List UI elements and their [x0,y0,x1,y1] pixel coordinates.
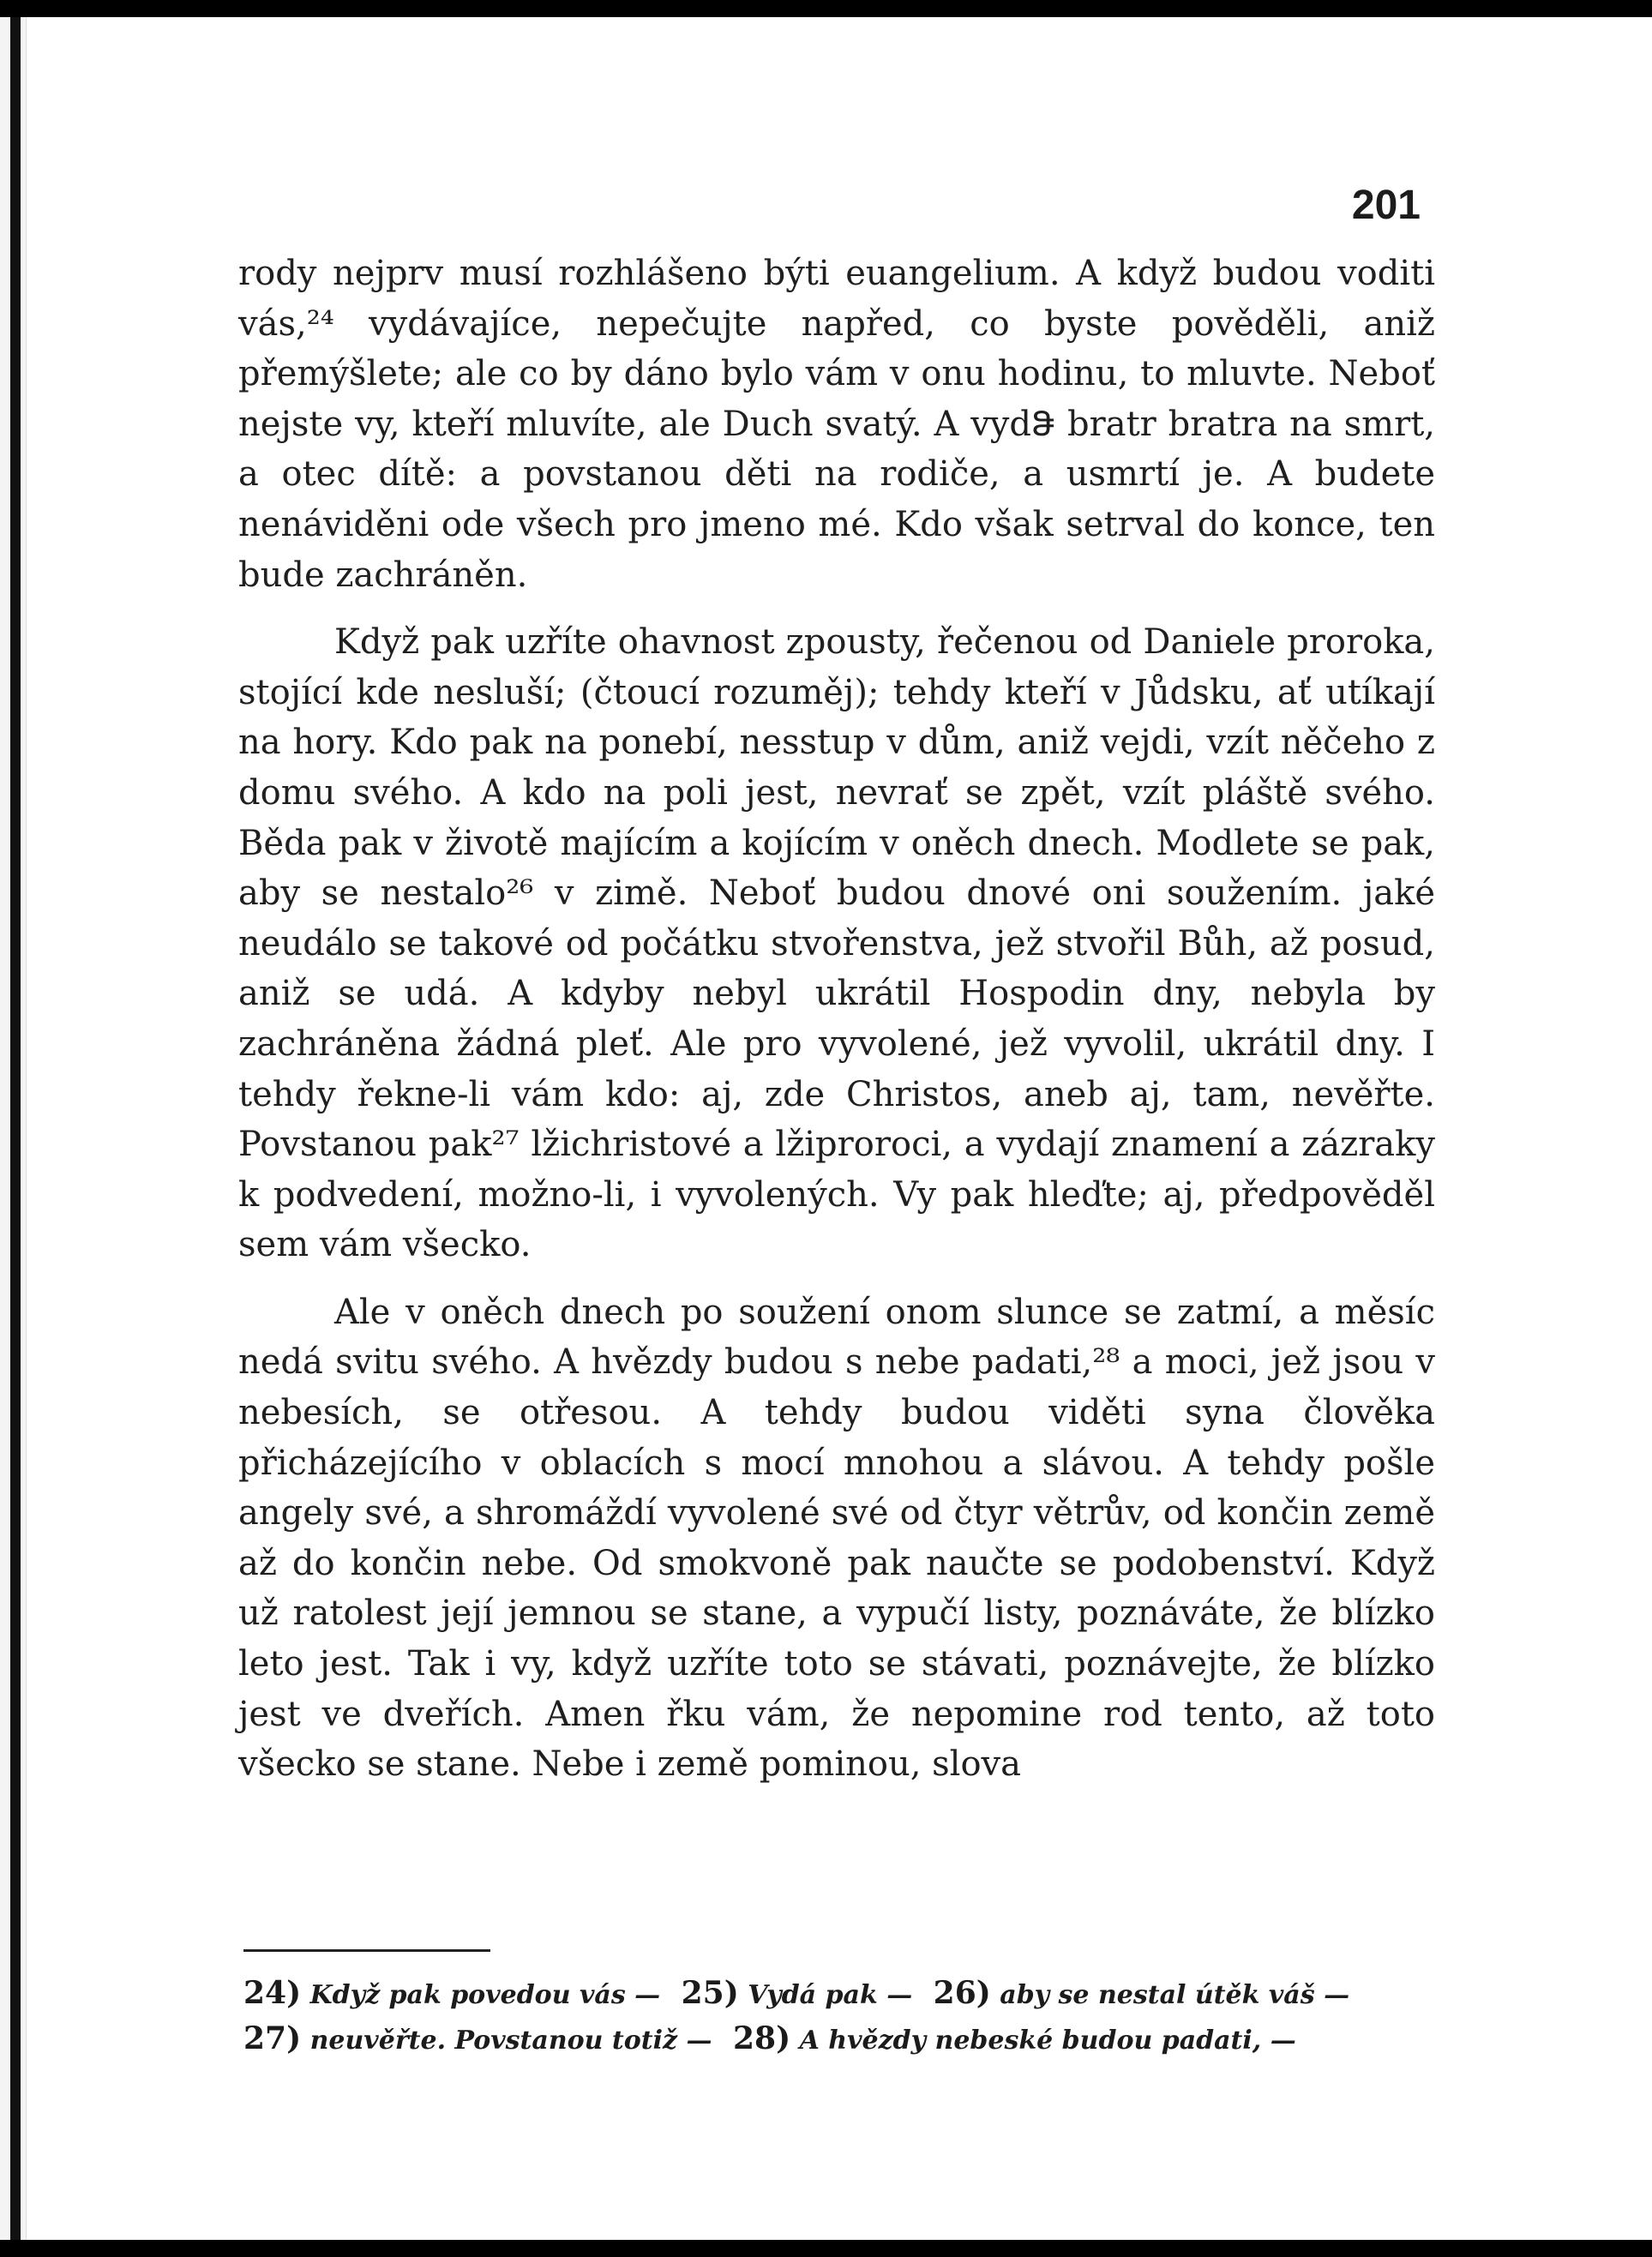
footnote-24: 24) Když pak povedou vás — [243,1975,661,2011]
footnote-25: 25) Vydá pak — [681,1975,913,2011]
footnote-28: 28) A hvězdy nebeské budou padati, — [732,2020,1296,2056]
footnote-26: 26) aby se nestal útěk váš — [933,1975,1350,2011]
paragraph-3: Ale v oněch dnech po soužení onom slunce se zatmí, a měsíc nedá svitu svého. A hvězdy budou s nebe padati,²⁸ a moci, jež jsou v nebesích, se otřesou. A tehdy budou viděti syna člověka přicházejícího v oblacích s mocí mnohou a slávou. A tehdy pošle angely své, a shromáždí vyvolené své od čtyr větrův, od končin země až do končin nebe. Od smokvoně pak naučte se podobenství. Když už ratolest její jemnou se stane, a vypučí listy, poznáváte, že blízko leto jest. Tak i vy, když uzříte toto se stávati, poznávejte, že blízko jest ve dveřích. Amen řku vám, že nepomine rod tento, až toto všecko se stane. Nebe i země pominou, slova [238,1292,1435,1785]
scan-border-top [0,0,1652,17]
footnote-line-1 [243,1972,1444,2017]
paragraph-1: rody nejprv musí rozhlášeno býti euangelium. A když budou voditi vás,²⁴ vydávajíce, nepečujte napřed, co byste pověděli, aniž přemýšlete; ale co by dáno bylo vám v onu hodinu, to mluvte. Neboť nejste vy, kteří mluvíte, ale Duch svatý. A vydᲵ bratr bratra na smrt, a otec dítě: a povstanou děti na rodiče, a usmrtí je. A budete nenáviděni ode všech pro jmeno mé. Kdo však setrval do konce, ten bude zachráněn. [238,254,1435,595]
page-number: 201 [1351,183,1421,228]
footnote-divider [243,1949,490,1952]
footnote-line-2 [243,2017,1444,2062]
binding-shadow-line [10,17,21,2240]
paragraph-2: Když pak uzříte ohavnost zpousty, řečenou od Daniele proroka, stojící kde nesluší; (čtoucí rozuměj); tehdy kteří v Jůdsku, ať utíkají na hory. Kdo pak na ponebí, nesstup v dům, aniž vejdi, vzít něčeho z domu svého. A kdo na poli jest, nevrať se zpět, vzít pláště svého. Běda pak v životě majícím a kojícím v oněch dnech. Modlete se pak, aby se nestalo²⁶ v zimě. Neboť budou dnové oni soužením. jaké neudálo se takové od počátku stvořenstva, jež stvořil Bůh, až posud, aniž se udá. A kdyby nebyl ukrátil Hospodin dny, nebyla by zachráněna žádná pleť. Ale pro vyvolené, jež vyvolil, ukrátil dny. I tehdy řekne-li vám kdo: aj, zde Christos, aneb aj, tam, nevěřte. Povstanou pak²⁷ lžichristové a lžiproroci, a vydají znamení a zázraky k podvedení, možno-li, i vyvolených. Vy pak hleďte; aj, předpověděl sem vám všecko. [238,622,1435,1265]
footnotes [243,1972,1444,2062]
footnote-27: 27) neuvěřte. Povstanou totiž — [243,2020,712,2056]
body-text [238,249,1435,1790]
scan-border-bottom [0,2240,1652,2257]
